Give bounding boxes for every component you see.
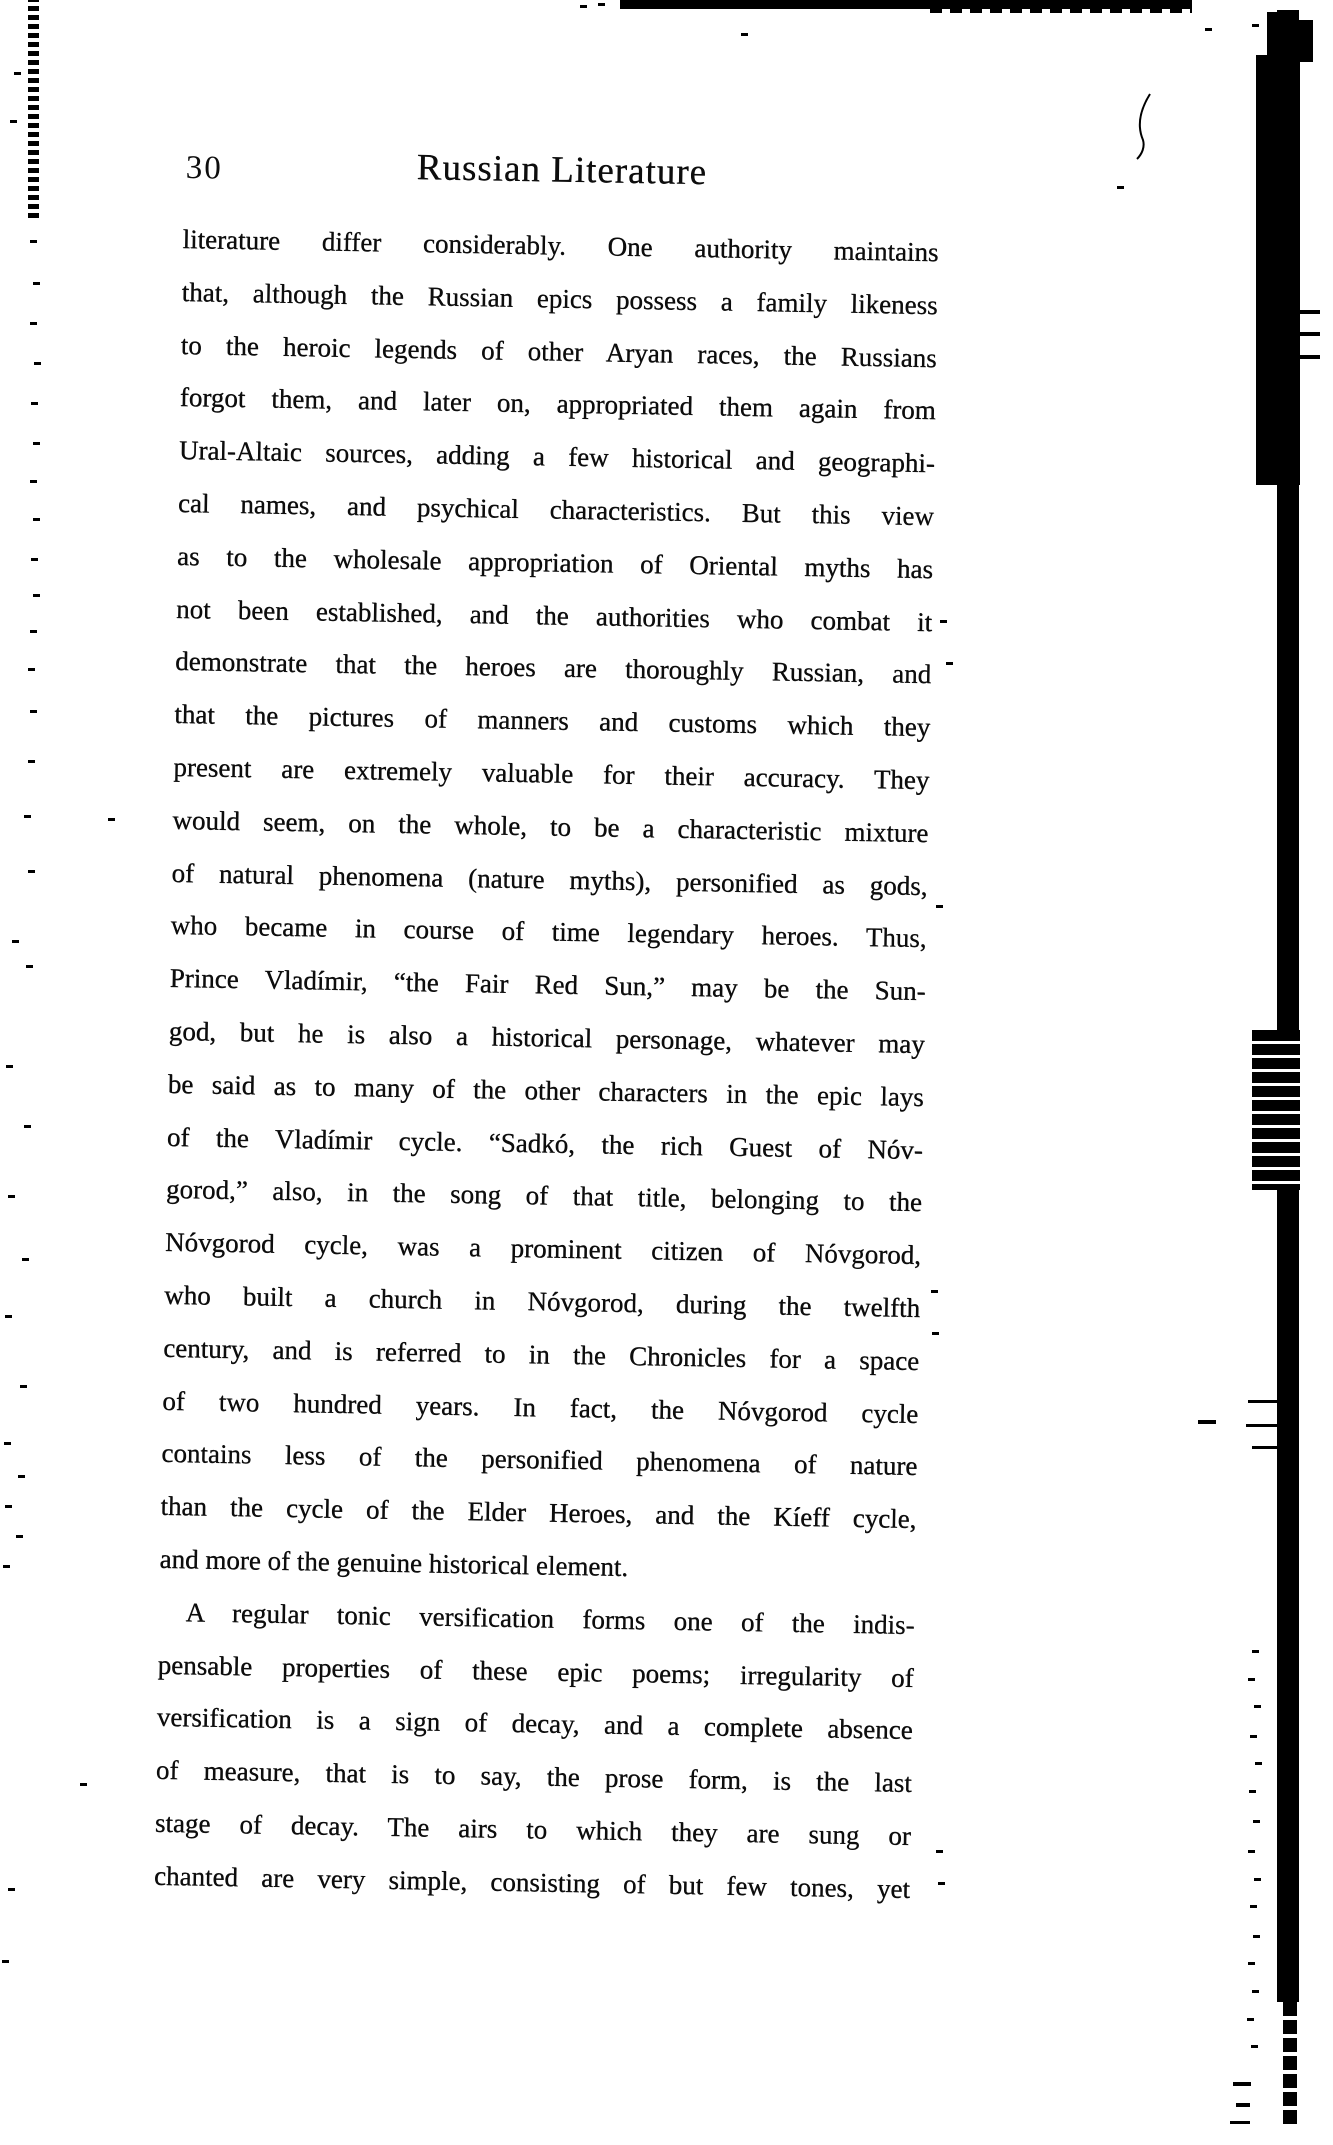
text-line: present are extremely valuable for their accuracy. They bbox=[173, 751, 930, 795]
text-line: cal names, and psychical characteristics. But this view bbox=[177, 487, 935, 532]
text-line: god, but he is also a historical personage, whatever may bbox=[168, 1015, 925, 1059]
scan-artifact-tick bbox=[1246, 1424, 1282, 1427]
text-line: that, although the Russian epics possess a family likeness bbox=[181, 276, 938, 320]
text-line: not been established, and the authorities who combat it bbox=[175, 593, 933, 637]
text-line: century, and is referred to in the Chronicles for a space bbox=[162, 1332, 920, 1376]
body-text bbox=[154, 213, 939, 1915]
text-line: forgot them, and later on, appropriated them again from bbox=[179, 382, 936, 426]
text-line: than the cycle of the Elder Heroes, and the Kíeff cycle, bbox=[160, 1490, 917, 1534]
scan-artifact-dash bbox=[1236, 2103, 1250, 2107]
text-line: literature differ considerably. One authority maintains bbox=[182, 223, 939, 268]
text-line: and more of the genuine historical element. bbox=[159, 1543, 629, 1582]
text-line: would seem, on the whole, to be a characteristic mixture bbox=[172, 804, 929, 848]
scan-noise-right-margin bbox=[0, 0, 7, 3]
text-line: of measure, that is to say, the prose form, is the last bbox=[155, 1754, 913, 1798]
text-line: Ural-Altaic sources, adding a few historical and geographi- bbox=[178, 435, 936, 479]
text-line: be said as to many of the other characters in the epic lays bbox=[167, 1068, 924, 1112]
scan-artifact-right-band-wide bbox=[1256, 55, 1300, 485]
page-header bbox=[183, 142, 940, 207]
text-line: versification is a sign of decay, and a complete absence bbox=[156, 1701, 913, 1746]
text-line: as to the wholesale appropriation of Oriental myths has bbox=[176, 540, 934, 584]
scan-artifact-tick bbox=[1295, 310, 1320, 314]
text-line: contains less of the personified phenomena of nature bbox=[161, 1438, 918, 1482]
text-line: pensable properties of these epic poems; irregularity of bbox=[157, 1649, 914, 1693]
text-line: of two hundred years. In fact, the Nóvgorod cycle bbox=[162, 1385, 919, 1429]
text-line: to the heroic legends of other Aryan races, the Russians bbox=[180, 329, 937, 373]
scan-artifact-dash bbox=[1230, 2121, 1250, 2124]
scan-artifact-dash bbox=[1233, 2082, 1251, 2086]
text-line: Nóvgorod cycle, was a prominent citizen of Nóvgorod, bbox=[164, 1226, 922, 1271]
scan-artifact-corner-blob bbox=[1293, 20, 1313, 62]
scan-artifact-tick bbox=[1248, 1400, 1282, 1403]
text-line: that the pictures of manners and customs which they bbox=[174, 698, 931, 743]
scan-artifact-corner-blob bbox=[1267, 12, 1279, 62]
scan-artifact-top-band bbox=[620, 0, 1192, 9]
text-line: Prince Vladímir, “the Fair Red Sun,” may be the Sun- bbox=[169, 962, 926, 1007]
ink-squiggle bbox=[1132, 92, 1158, 162]
text-line: gorod,” also, in the song of that title, belonging to the bbox=[165, 1174, 923, 1218]
text-line: demonstrate that the heroes are thoroughly Russian, and bbox=[174, 646, 932, 690]
scan-artifact-page-edges-striation bbox=[1252, 1030, 1300, 1190]
text-line: of natural phenomena (nature myths), personified as gods, bbox=[171, 857, 928, 901]
page-number: 30 bbox=[185, 149, 224, 187]
scan-artifact-dash bbox=[1198, 1420, 1216, 1424]
scan-artifact-right-band-lower bbox=[1283, 2002, 1297, 2125]
text-line: chanted are very simple, consisting of but few tones, yet bbox=[153, 1860, 911, 1904]
scan-artifact-tick bbox=[1252, 1446, 1282, 1449]
scan-artifact-tick bbox=[1295, 355, 1320, 359]
text-line: who built a church in Nóvgorod, during the twelfth bbox=[163, 1279, 921, 1323]
scan-artifact-top-band-ragged-edge bbox=[930, 9, 1192, 13]
text-line: stage of decay. The airs to which they are sung or bbox=[154, 1807, 912, 1851]
text-line: of the Vladímir cycle. “Sadkó, the rich Guest of Nóv- bbox=[166, 1121, 924, 1165]
text-line: A regular tonic versification forms one of the indis- bbox=[185, 1596, 915, 1640]
text-line: who became in course of time legendary heroes. Thus, bbox=[170, 910, 927, 954]
page-title: Russian Literature bbox=[416, 146, 708, 194]
scan-artifact-tick bbox=[1293, 332, 1320, 336]
scan-artifact-left-edge-strip bbox=[28, 0, 39, 218]
